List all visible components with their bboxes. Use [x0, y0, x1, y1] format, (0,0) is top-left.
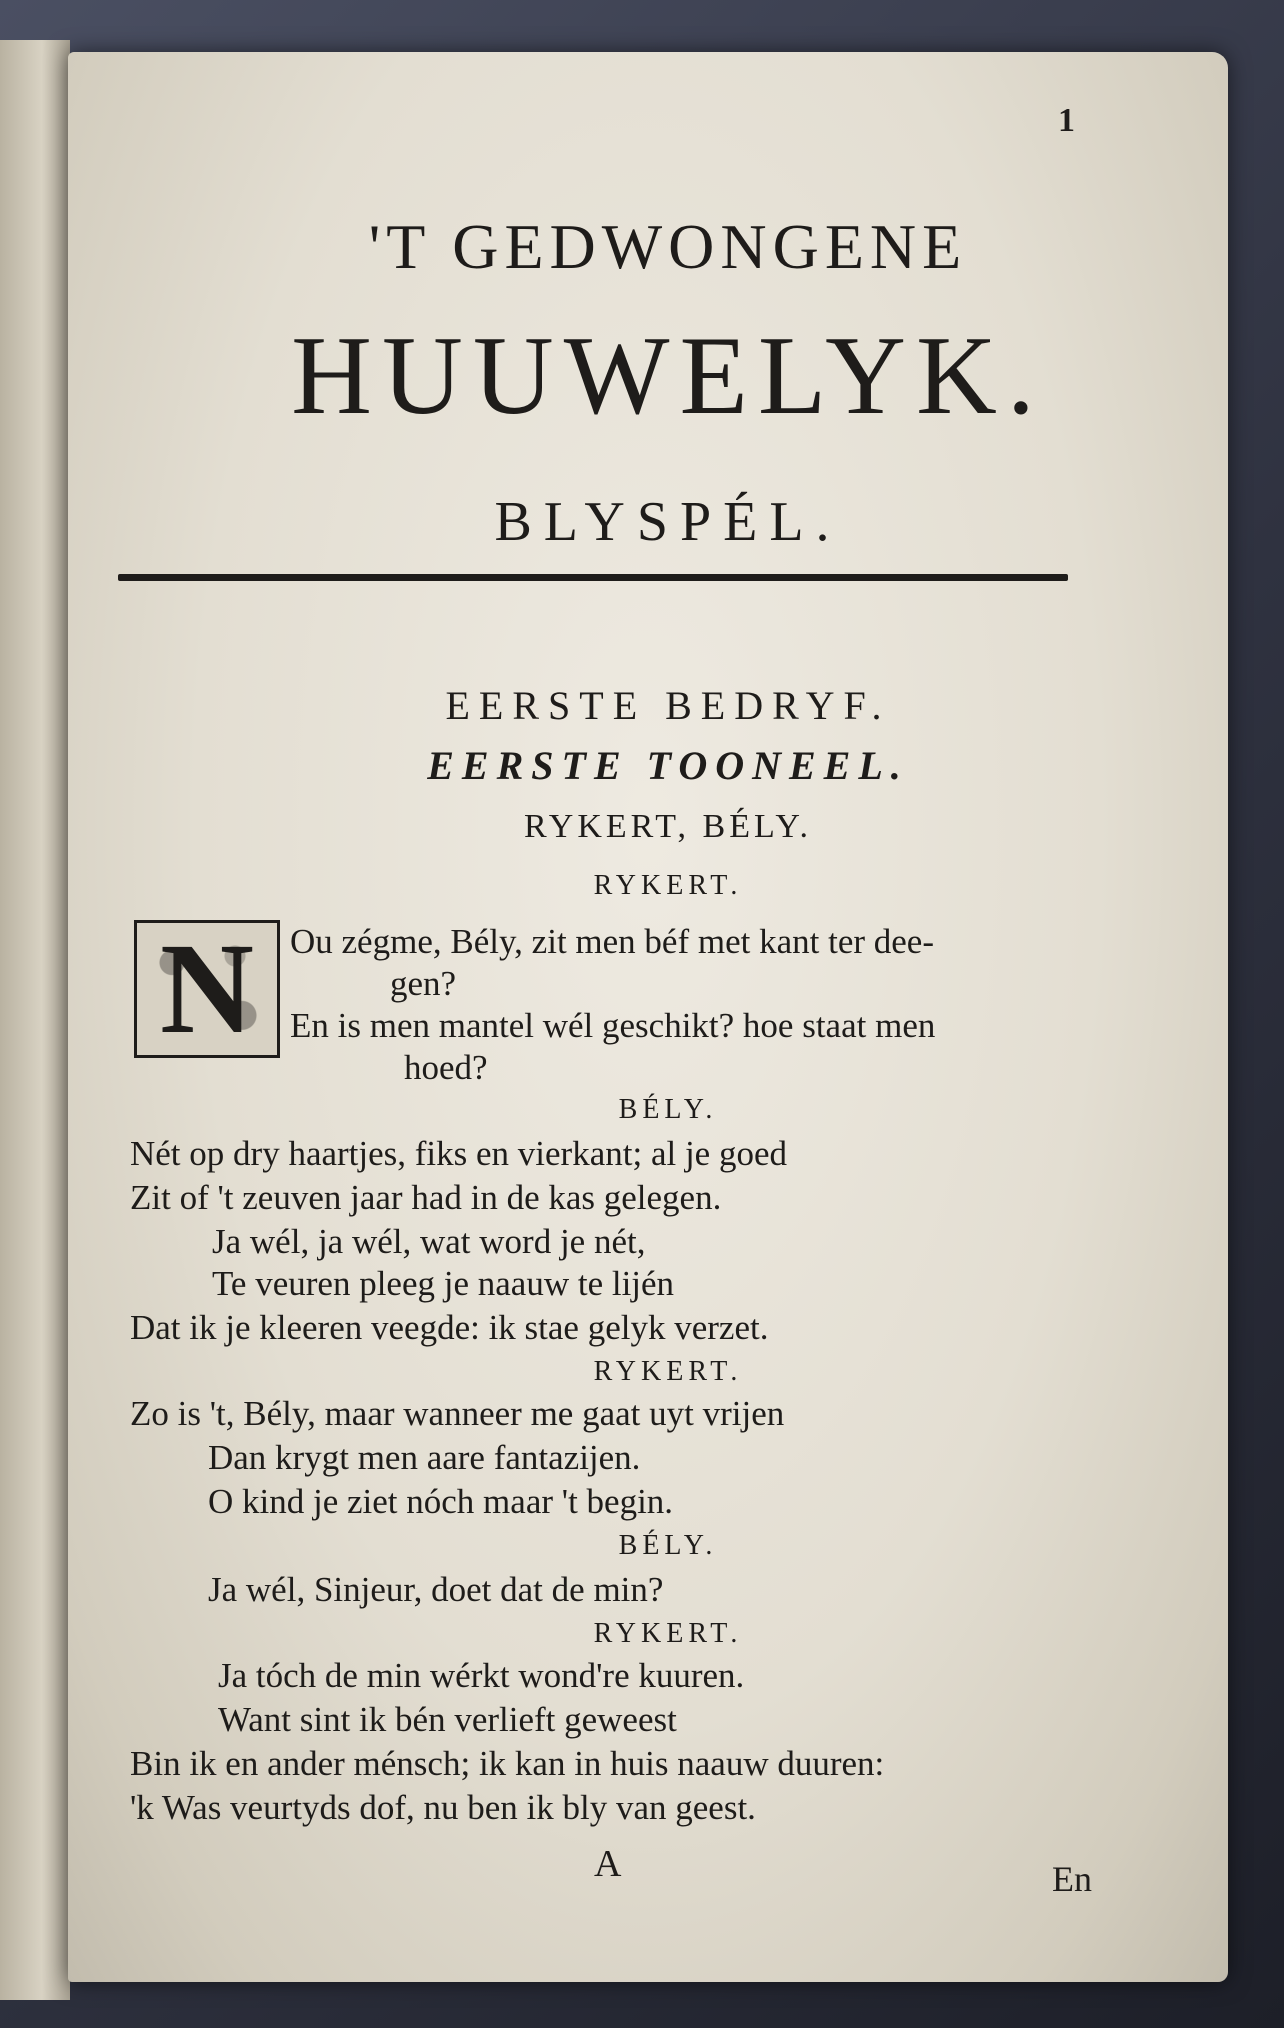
- speaker-name: RYKERT.: [593, 1356, 743, 1387]
- catchword: En: [1052, 1859, 1092, 1899]
- character-list: RYKERT, BÉLY.: [523, 808, 813, 845]
- verse-line: Dan krygt men aare fantazijen.: [208, 1438, 641, 1477]
- title-line-2: HUUWELYK.: [291, 314, 1045, 438]
- title-line-1: 'T GEDWONGENE: [368, 211, 968, 282]
- verse-line: gen?: [390, 964, 457, 1003]
- speaker-name: RYKERT.: [593, 870, 743, 901]
- title-rule: [118, 574, 1068, 581]
- verse-line: Zit of 't zeuven jaar had in de kas gelegen.: [130, 1178, 722, 1217]
- verse-line: Te veuren pleeg je naauw te lijén: [212, 1264, 675, 1303]
- speaker-name: BÉLY.: [618, 1530, 718, 1561]
- book-page: [68, 52, 1228, 1982]
- verse-line: O kind je ziet nóch maar 't begin.: [208, 1482, 674, 1521]
- drop-cap-ornament: [134, 917, 280, 1061]
- verse-line: En is men mantel wél geschikt? hoe staat men: [290, 1006, 936, 1045]
- verse-line: Bin ik en ander ménsch; ik kan in huis naauw duuren:: [130, 1744, 885, 1783]
- verse-line: Ja wél, Sinjeur, doet dat de min?: [208, 1570, 664, 1609]
- page-number: 1: [1058, 102, 1075, 139]
- speaker-name: BÉLY.: [618, 1094, 718, 1125]
- verse-line: Ou zégme, Bély, zit men béf met kant ter dee-: [290, 922, 934, 961]
- verse-line: Dat ik je kleeren veegde: ik stae gelyk verzet.: [130, 1308, 769, 1347]
- facing-page-edge: [0, 40, 70, 2000]
- verse-line: Ja wél, ja wél, wat word je nét,: [212, 1222, 646, 1261]
- scene-heading: EERSTE TOONEEL.: [427, 743, 909, 788]
- verse-line: 'k Was veurtyds dof, nu ben ik bly van geest.: [130, 1788, 756, 1827]
- speaker-name: RYKERT.: [593, 1618, 743, 1649]
- genre-heading: BLYSPÉL.: [494, 491, 842, 553]
- signature-mark: A: [594, 1843, 622, 1885]
- act-heading: EERSTE BEDRYF.: [445, 683, 891, 728]
- verse-line: Zo is 't, Bély, maar wanneer me gaat uyt vrijen: [130, 1394, 785, 1433]
- drop-cap-letter: N: [160, 917, 254, 1061]
- verse-line: Want sint ik bén verlieft geweest: [218, 1700, 677, 1739]
- verse-line: Ja tóch de min wérkt wond're kuuren.: [218, 1656, 745, 1695]
- verse-line: Nét op dry haartjes, fiks en vierkant; al je goed: [130, 1134, 788, 1173]
- verse-line: hoed?: [404, 1048, 488, 1087]
